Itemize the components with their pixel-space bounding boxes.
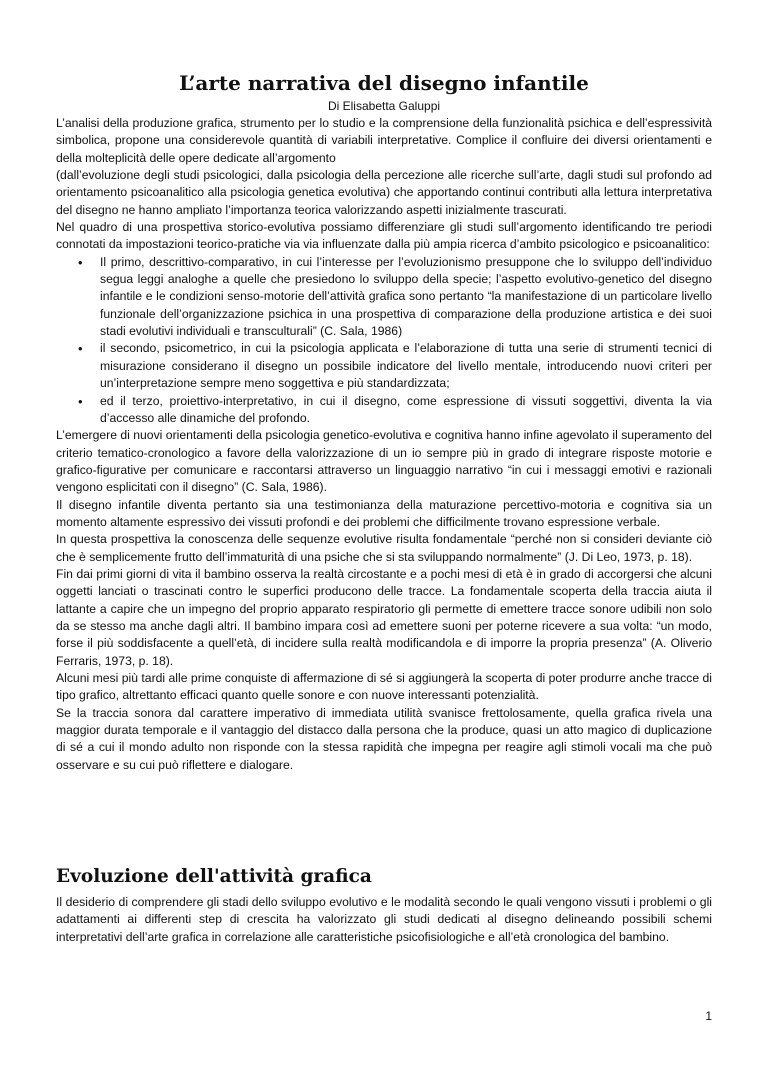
paragraph: Se la traccia sonora dal carattere imperativo di immediata utilità svanisce frettolosamente, quella grafica rivela una maggior durata temporale e il vantaggio del distacco dalla persona che la produce, quasi un atto magico di duplicazione di sé a cui il mondo adulto non risponde con la stessa rapidità che impegna per reagire agli stimoli vocali ma che può osservare e su cui può riflettere e dialogare.	[56, 705, 712, 772]
paragraph: Alcuni mesi più tardi alle prime conquiste di affermazione di sé si aggiungerà la scoperta di poter produrre anche tracce di tipo grafico, altrettanto efficaci quanto quelle sonore e con nuove interessanti potenzialità.	[56, 671, 712, 703]
paragraph: (dall’evoluzione degli studi psicologici, dalla psicologia della percezione alle ricerche sull’arte, dagli studi sul profondo ad orientamento psicoanalitico alla psicologia genetica evolutiva) che apportando continui contributi alla lettura interpretativa del disegno ne hanno ampliato l’importanza teorica valorizzando aspetti inizialmente trascurati.	[56, 168, 712, 217]
page-number: 1	[705, 1009, 712, 1023]
paragraph: Nel quadro di una prospettiva storico-evolutiva possiamo differenziare gli studi sull’argomento identificando tre periodi connotati da impostazioni teorico-pratiche via via influenzate dalla più ampia ricerca d’ambito psicologico e psicoanalitico:	[56, 220, 712, 252]
paragraph: Fin dai primi giorni di vita il bambino osserva la realtà circostante e a pochi mesi di età è in grado di accorgersi che alcuni oggetti lanciati o trascinati contro le superfici producono delle tracce. La fondamentale scoperta della traccia aiuta il lattante a capire che un impegno del proprio apparato respiratorio gli permette di emettere tracce sonore udibili non solo da se stesso ma anche dagli altri. Il bambino impara così ad emettere suoni per poterne ricevere a sua volta: “un modo, forse il più soddisfacente a quell’età, di incidere sulla realtà modificandola e di imporre la propria presenza” (A. Oliverio Ferraris, 1973, p. 18).	[56, 566, 712, 668]
bullet-list	[56, 254, 712, 427]
author-line: Di Elisabetta Galuppi	[327, 99, 441, 113]
paragraph: L’analisi della produzione grafica, strumento per lo studio e la comprensione della funzionalità psichica e dell’espressività simbolica, propone una considerevole quantità di variabili interpretative. Complice il confluire dei diversi orientamenti e della molteplicità delle opere dedicate all’argomento	[56, 116, 712, 165]
bullet-item: • Il primo, descrittivo-comparativo, in cui l’interesse per l’evoluzionismo presuppone che lo sviluppo dell’individuo segua leggi analoghe a quelle che presiedono lo sviluppo della specie; l’aspetto evolutivo-genetico del disegno infantile e le condizioni senso-motorie dell’attività grafica sono pertanto “la manifestazione di un particolare livello funzionale dell’organizzazione psichica in una prospettiva di comparazione della produzione artistica e dei suoi stadi evolutivi individuali e transculturali” (C. Sala, 1986)	[100, 254, 712, 341]
bullet-item: • ed il terzo, proiettivo-interpretativo, in cui il disegno, come espressione di vissuti soggettivi, diventa la via d’accesso alle dinamiche del profondo.	[100, 393, 712, 428]
paragraph: In questa prospettiva la conoscenza delle sequenze evolutive risulta fondamentale “perché non si consideri deviante ciò che è semplicemente frutto dell’immaturità di una psiche che si sta sviluppando normalmente” (J. Di Leo, 1973, p. 18).	[56, 532, 712, 564]
bullet-item: • il secondo, psicometrico, in cui la psicologia applicata e l’elaborazione di tutta una serie di strumenti tecnici di misurazione considerano il disegno un possibile indicatore del livello mentale, introducendo nuovi criteri per un’interpretazione sempre meno soggettiva e più standardizzata;	[100, 340, 712, 392]
section-heading: Evoluzione dell'attività grafica	[56, 866, 372, 887]
paragraph: Il disegno infantile diventa pertanto sia una testimonianza della maturazione percettivo-motoria e cognitiva sia un momento altamente espressivo dei vissuti profondi e dei problemi che difficilmente trovano espressione verbale.	[56, 497, 712, 529]
paragraph: L’emergere di nuovi orientamenti della psicologia genetico-evolutiva e cognitiva hanno infine agevolato il superamento del criterio tematico-cronologico a favore della valorizzazione di un io sempre più in grado di integrare risposte motorie e grafico-figurative per comunicare e raccontarsi attraverso un linguaggio narrativo “in cui i messaggi emotivi e razionali vengono esplicitati con il disegno” (C. Sala, 1986).	[56, 428, 712, 495]
main-body	[56, 115, 712, 774]
document-title: L’arte narrativa del disegno infantile	[179, 71, 589, 95]
paragraph: Il desiderio di comprendere gli stadi dello sviluppo evolutivo e le modalità secondo le quali vengono vissuti i problemi o gli adattamenti ai differenti step di crescita ha valorizzato gli studi dedicati al disegno delineando possibili schemi interpretativi dell’arte grafica in correlazione alle caratteristiche psicofisiologiche e all’età cronologica del bambino.	[56, 895, 712, 944]
section-body	[56, 894, 712, 946]
